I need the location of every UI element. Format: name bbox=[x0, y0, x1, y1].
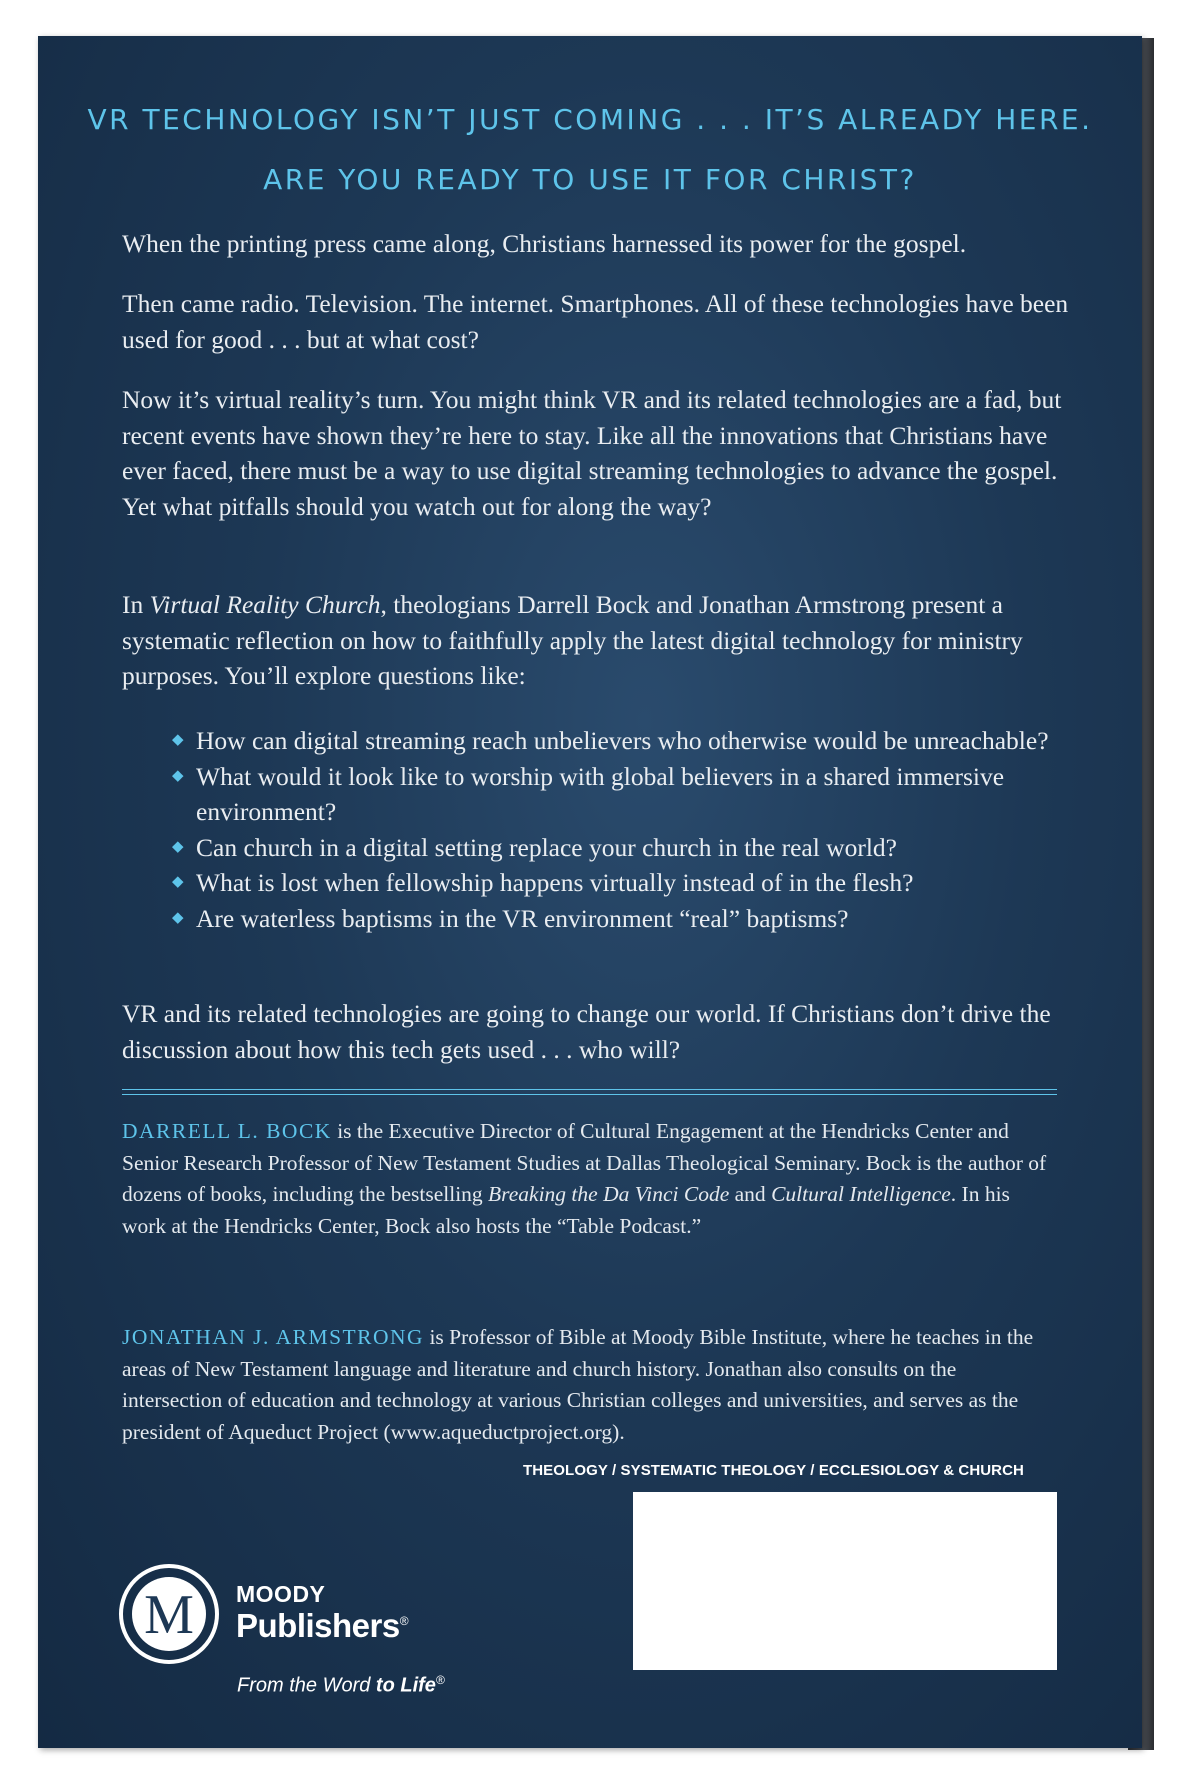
bio-text: . In his work at the Hendricks Center, Bock also hosts the “Table Podcast.” bbox=[122, 1182, 1010, 1238]
author-bio-bock bbox=[122, 1116, 1057, 1242]
headline-line-2: ARE YOU READY TO USE IT FOR CHRIST? bbox=[263, 163, 917, 196]
diamond-bullet-icon: ◆ bbox=[172, 732, 184, 748]
bio-text: and bbox=[729, 1182, 772, 1206]
list-item bbox=[172, 901, 1072, 937]
bio-text: is Professor of Bible at Moody Bible Institute, where he teaches in the areas of New Testament language and literature and church history. Jonathan also consults on the intersection of education and technology at various Christian colleges and universities, and serves as the president of Aqueduct Project (www.aqueductproject.org). bbox=[122, 1325, 1034, 1444]
book-title: Virtual Reality Church bbox=[149, 590, 381, 619]
registered-mark: ® bbox=[399, 1614, 409, 1628]
list-item bbox=[172, 723, 1072, 759]
back-cover bbox=[38, 36, 1142, 1748]
paragraph-virtual-reality: Now it’s virtual reality’s turn. You might think VR and its related technologies are a fad, but recent events have shown they’re here to stay. Like all the innovations that Christians have ever faced, there must be a way to use digital streaming technologies to advance the gospel. Yet what pitfalls should you watch out for along the way? bbox=[122, 385, 1062, 521]
question-text: How can digital streaming reach unbelievers who otherwise would be unreachable? bbox=[196, 726, 1049, 755]
list-item bbox=[172, 759, 1072, 830]
intro-rest: , theologians Darrell Bock and Jonathan Armstrong present a systematic reflection on how to faithfully apply the latest digital technology for ministry purposes. You’ll explore questions like: bbox=[122, 590, 1023, 690]
author-name-bock: DARRELL L. BOCK bbox=[122, 1119, 332, 1143]
publisher-name-text: Publishers bbox=[236, 1607, 400, 1644]
question-list bbox=[172, 723, 1072, 936]
book-title-breaking: Breaking the Da Vinci Code bbox=[488, 1182, 730, 1206]
paragraph-book-intro bbox=[122, 587, 1082, 694]
question-text: What is lost when fellowship happens virtually instead of in the flesh? bbox=[196, 868, 914, 897]
diamond-bullet-icon: ◆ bbox=[172, 838, 184, 855]
barcode-area bbox=[633, 1492, 1057, 1670]
bio-text: is the Executive Director of Cultural Engagement at the Hendricks Center and Senior Research Professor of New Testament Studies at Dallas Theological Seminary. Bock is the author of dozens of books, including the bestselling bbox=[122, 1119, 1047, 1206]
question-text: Can church in a digital setting replace your church in the real world? bbox=[196, 832, 897, 862]
paragraph-technologies: Then came radio. Television. The internet. Smartphones. All of these technologies have been used for good . . . but at what cost? bbox=[122, 289, 1069, 354]
tagline-text-bold: to Life bbox=[375, 1674, 436, 1697]
list-item bbox=[172, 830, 1072, 866]
category-label: THEOLOGY / SYSTEMATIC THEOLOGY / ECCLESIOLOGY & CHURCH bbox=[522, 1462, 1024, 1479]
author-name-armstrong: JONATHAN J. ARMSTRONG bbox=[122, 1325, 425, 1349]
question-text: What would it look like to worship with global believers in a shared immersive environment? bbox=[196, 761, 1005, 826]
logo-letter: M bbox=[144, 1584, 194, 1646]
list-item bbox=[172, 865, 1072, 901]
paragraph-closing: VR and its related technologies are going to change our world. If Christians don’t drive the discussion about how this tech gets used . . . who will? bbox=[122, 999, 1051, 1064]
book-title-cultural: Cultural Intelligence bbox=[771, 1182, 951, 1206]
author-bio-armstrong bbox=[122, 1322, 1057, 1448]
publisher-tagline bbox=[237, 1673, 445, 1698]
diamond-bullet-icon: ◆ bbox=[172, 767, 184, 784]
publisher-name-line1: MOODY bbox=[236, 1581, 326, 1607]
intro-prefix: In bbox=[122, 590, 150, 619]
question-text: Are waterless baptisms in the VR environment “real” baptisms? bbox=[196, 903, 849, 933]
moody-logo-icon bbox=[118, 1563, 220, 1665]
tagline-text: From the Word bbox=[237, 1674, 376, 1697]
diamond-bullet-icon: ◆ bbox=[172, 874, 184, 890]
paragraph-printing-press: When the printing press came along, Christians harnessed its power for the gospel. bbox=[122, 229, 967, 258]
tagline-registered-mark: ® bbox=[435, 1673, 445, 1687]
publisher-name-line2 bbox=[236, 1607, 408, 1645]
diamond-bullet-icon: ◆ bbox=[172, 909, 184, 926]
headline-line-1: VR TECHNOLOGY ISN’T JUST COMING . . . IT’S ALREADY HERE. bbox=[87, 103, 1093, 136]
double-divider bbox=[122, 1089, 1057, 1095]
